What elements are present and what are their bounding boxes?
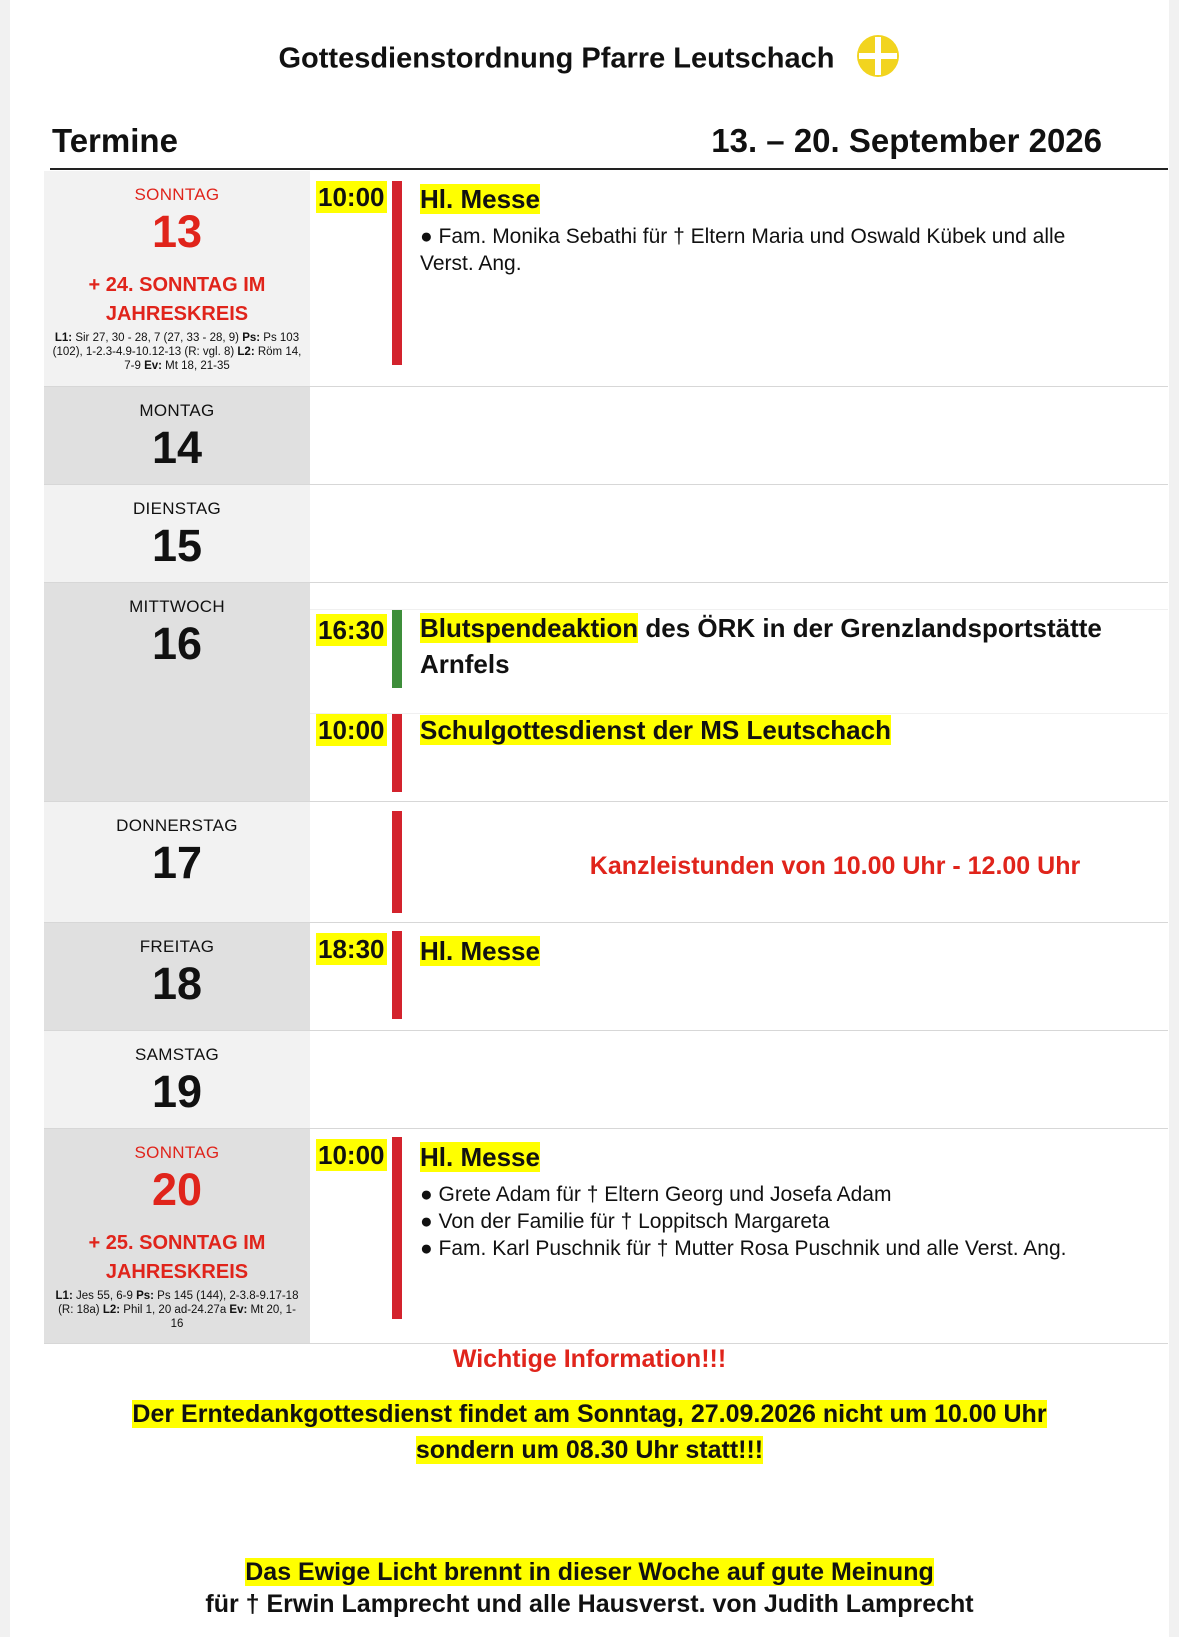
weekday: MITTWOCH — [129, 597, 225, 616]
day-row-13 — [44, 171, 1168, 387]
day-cell — [44, 802, 310, 922]
event-title: Hl. Messe — [420, 936, 540, 966]
event-time: 10:00 — [318, 182, 385, 212]
day-row-14 — [44, 387, 1168, 485]
page-frame-left — [0, 0, 10, 1637]
reading-text: Mt 18, 21-35 — [161, 360, 230, 372]
reading-tag: L1: — [55, 1290, 73, 1302]
reading-text: Phil 1, 20 ad-24.27a — [120, 1304, 230, 1316]
event-item — [310, 713, 1168, 802]
info-line-2: sondern um 08.30 Uhr statt!!! — [415, 1436, 764, 1464]
day-content — [310, 1129, 1168, 1343]
day-content — [310, 387, 1168, 484]
red-bar-marker — [392, 714, 402, 792]
event-item — [310, 171, 1168, 386]
green-bar-marker — [392, 610, 402, 688]
yellow-cross-circle-icon — [856, 34, 900, 78]
day-cell — [44, 485, 310, 582]
red-bar-marker — [392, 811, 402, 913]
eternal-light-notice — [0, 1556, 1179, 1620]
reading-tag: L2: — [102, 1304, 121, 1316]
event-title-rest: des ÖRK in der Grenzlandsportstätte Arnfels — [420, 613, 1102, 679]
day-content — [310, 802, 1168, 922]
day-number: 18 — [151, 958, 203, 1009]
day-number: 17 — [151, 837, 203, 888]
event-title: Hl. Messe — [420, 1142, 540, 1172]
day-cell — [44, 1129, 310, 1343]
day-number: 15 — [151, 520, 203, 571]
intention-note: ● Fam. Karl Puschnik für † Mutter Rosa Puschnik und alle Verst. Ang. — [420, 1237, 1067, 1260]
day-row-15 — [44, 485, 1168, 583]
day-content — [310, 485, 1168, 582]
reading-text: Jes 55, 6-9 — [72, 1290, 137, 1302]
reading-text: Ps 145 (144), 2-3.8-9.17-18 (R: 18a) — [58, 1290, 299, 1316]
feast-name: + 24. SONNTAG IM JAHRESKREIS — [88, 274, 266, 325]
event-time: 16:30 — [318, 615, 385, 645]
eternal-light-line-1: Das Ewige Licht brennt in dieser Woche auf gute Meinung — [245, 1558, 934, 1586]
event-notes — [420, 1181, 1118, 1262]
day-cell — [44, 923, 310, 1030]
event-title: Schulgottesdienst der MS Leutschach — [420, 715, 891, 745]
feast-name: + 25. SONNTAG IM JAHRESKREIS — [88, 1232, 266, 1283]
reading-tag: L2: — [237, 346, 255, 358]
day-content — [310, 171, 1168, 386]
day-number: 20 — [151, 1164, 203, 1215]
event-title-line — [420, 933, 1148, 969]
weekday: DIENSTAG — [132, 499, 222, 518]
event-title-line — [420, 712, 1148, 748]
red-bar-marker — [392, 931, 402, 1019]
event-title-line — [420, 181, 1148, 217]
weekday: MONTAG — [139, 401, 215, 420]
event-title: Blutspendeaktion — [420, 613, 639, 643]
day-content — [310, 583, 1168, 801]
info-title: Wichtige Information!!! — [452, 1345, 727, 1373]
reading-tag: Ps: — [136, 1290, 154, 1302]
day-row-17 — [44, 802, 1168, 923]
date-range: 13. – 20. September 2026 — [711, 122, 1102, 159]
red-bar-marker — [392, 1137, 402, 1319]
eternal-light-line-2: für † Erwin Lamprecht und alle Hausverst. von Judith Lamprecht — [205, 1590, 974, 1618]
red-bar-marker — [392, 181, 402, 365]
termine-label: Termine — [52, 122, 178, 159]
event-item — [310, 1129, 1168, 1343]
event-item — [310, 923, 1168, 1030]
event-time: 18:30 — [318, 934, 385, 964]
weekday: SONNTAG — [134, 185, 220, 204]
day-number: 13 — [151, 206, 203, 257]
day-cell — [44, 171, 310, 386]
day-row-16 — [44, 583, 1168, 802]
day-row-19 — [44, 1031, 1168, 1129]
info-text — [0, 1396, 1179, 1468]
event-notes — [420, 223, 1118, 277]
reading-text: Ps 103 (102), 1-2.3-4.9-10.12-13 (R: vgl. 8) — [52, 332, 300, 358]
weekday: SAMSTAG — [135, 1045, 219, 1064]
weekday: SONNTAG — [134, 1143, 220, 1162]
intention-note: ● Fam. Monika Sebathi für † Eltern Maria und Oswald Kübek und alle Verst. Ang. — [420, 225, 1066, 275]
day-number: 14 — [151, 422, 203, 473]
reading-tag: Ev: — [229, 1304, 248, 1316]
event-time: 10:00 — [318, 715, 385, 745]
reading-text: Röm 14, 7-9 — [124, 346, 302, 372]
day-number: 16 — [151, 618, 203, 669]
event-title-line — [420, 1139, 1148, 1175]
office-hours: Kanzleistunden von 10.00 Uhr - 12.00 Uhr — [589, 852, 1081, 880]
day-number: 19 — [151, 1066, 203, 1117]
page-frame-right — [1169, 0, 1179, 1637]
event-title: Hl. Messe — [420, 184, 540, 214]
termine-header — [50, 120, 1168, 170]
reading-tag: L1: — [54, 332, 73, 344]
info-line-1: Der Erntedankgottesdienst findet am Sonntag, 27.09.2026 nicht um 10.00 Uhr — [132, 1400, 1047, 1428]
page-header — [0, 38, 1179, 82]
reading-tag: Ev: — [144, 360, 162, 372]
readings — [52, 1289, 302, 1331]
weekday: FREITAG — [139, 937, 215, 956]
weekday: DONNERSTAG — [116, 816, 238, 835]
event-time: 10:00 — [318, 1140, 385, 1170]
reading-text: Mt 20, 1-16 — [170, 1304, 296, 1330]
day-content — [310, 923, 1168, 1030]
day-cell — [44, 387, 310, 484]
day-row-20 — [44, 1129, 1168, 1344]
intention-note: ● Grete Adam für † Eltern Georg und Josefa Adam — [420, 1183, 892, 1206]
reading-tag: Ps: — [242, 332, 261, 344]
day-cell — [44, 583, 310, 801]
event-item — [310, 609, 1168, 696]
intention-note: ● Von der Familie für † Loppitsch Margareta — [420, 1210, 830, 1233]
page-title: Gottesdienstordnung Pfarre Leutschach — [278, 42, 835, 75]
day-row-18 — [44, 923, 1168, 1031]
day-cell — [44, 1031, 310, 1128]
reading-text: Sir 27, 30 - 28, 7 (27, 33 - 28, 9) — [72, 332, 243, 344]
event-title-line — [420, 610, 1148, 682]
day-content — [310, 1031, 1168, 1128]
readings — [52, 331, 302, 373]
